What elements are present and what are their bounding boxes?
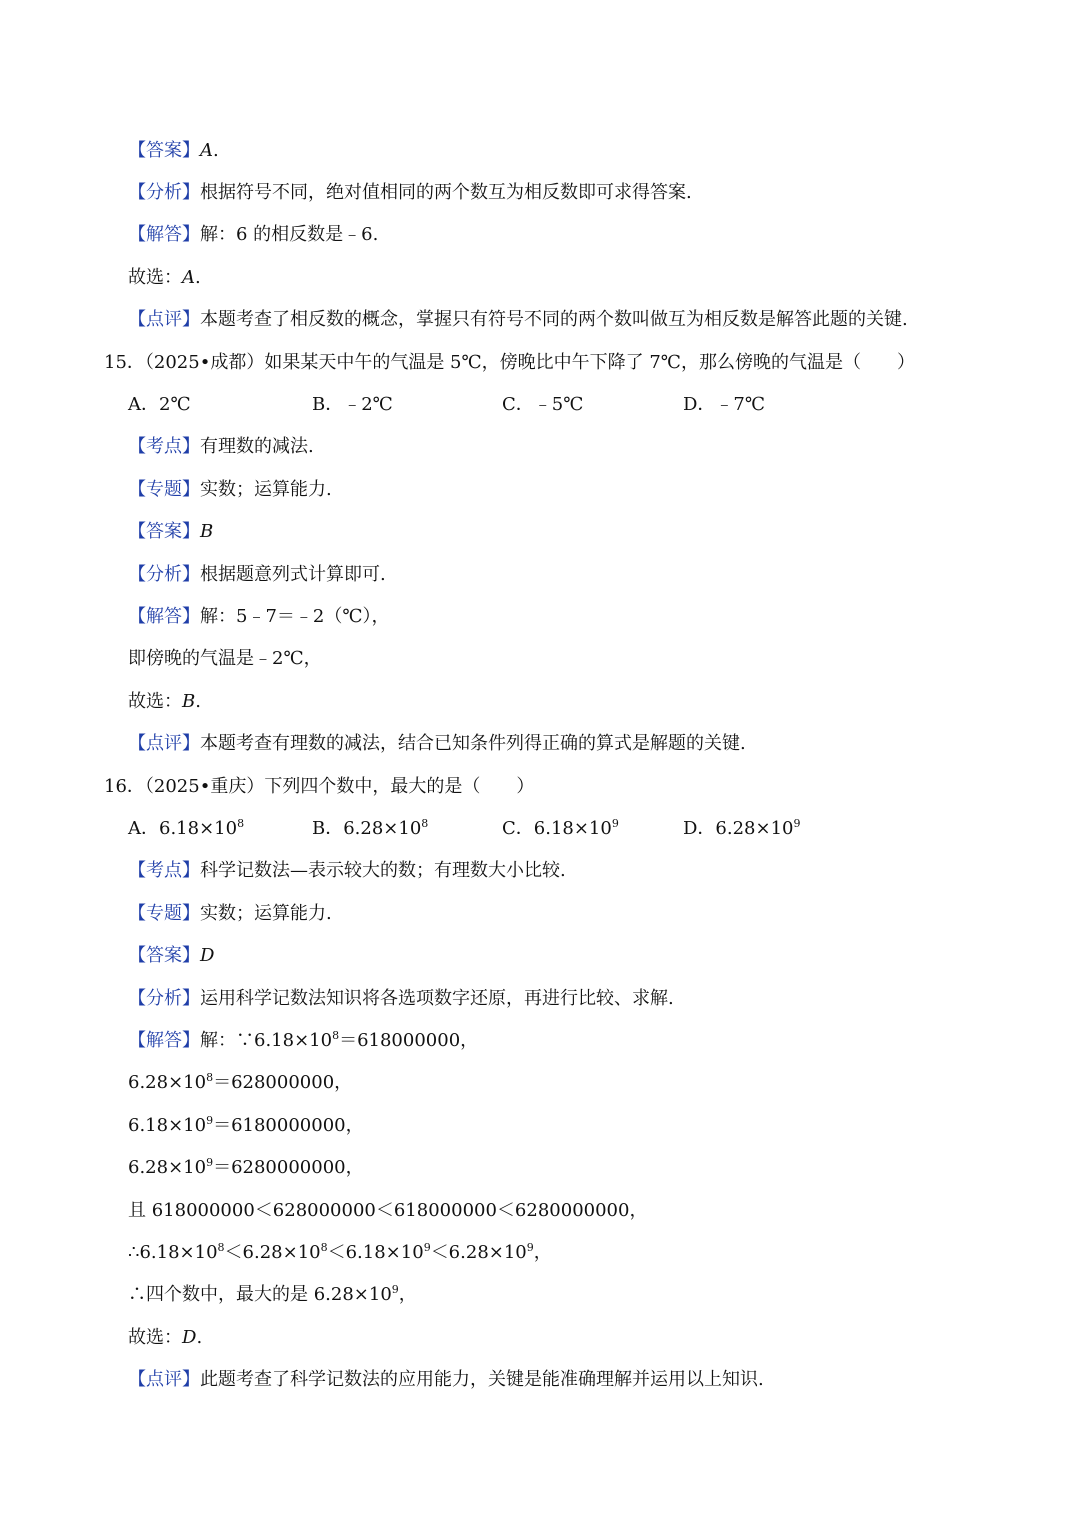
choice-line: 故选：B. — [128, 691, 201, 712]
section-tag: 【解答】 — [128, 606, 200, 627]
solution-step: $6.28\times 10^9=6280000000$， — [128, 1156, 364, 1178]
solution-step: $6.18\times 10^9=6180000000$， — [128, 1114, 364, 1136]
knowledge-point-line: 【考点】有理数的减法. — [128, 436, 314, 457]
answer-line: 【答案】B — [128, 521, 214, 542]
section-tag: 【解答】 — [128, 224, 200, 245]
analysis-line: 【分析】根据题意列式计算即可. — [128, 564, 386, 585]
solution-line: 【解答】解：$\because 6.18\times 10^8=618000000$， — [128, 1029, 479, 1051]
question-15-stem: 15．（2025•成都）如果某天中午的气温是 5℃，傍晚比中午下降了 7℃，那么傍晚的气温是（ ） — [104, 352, 915, 373]
choice-line: 故选：A. — [128, 267, 201, 288]
option-b: B．﹣2℃ — [312, 394, 393, 415]
section-tag: 【点评】 — [128, 309, 200, 330]
option-d: D．﹣7℃ — [683, 394, 766, 415]
option-a: A．2℃ — [128, 394, 191, 415]
question-16-stem: 16．（2025•重庆）下列四个数中，最大的是（ ） — [104, 776, 535, 797]
answer-line: 【答案】D — [128, 945, 215, 966]
section-tag: 【解答】 — [128, 1030, 200, 1051]
solution-line: 【解答】解：5﹣7＝﹣2（℃）， — [128, 606, 390, 627]
section-tag: 【答案】 — [128, 521, 200, 542]
option-c: C．$6.18\times 10^9$ — [502, 817, 619, 839]
option-d: D．$6.28\times 10^9$ — [683, 817, 801, 839]
section-tag: 【答案】 — [128, 945, 200, 966]
answer-line: 【答案】A. — [128, 140, 219, 161]
solution-step: $6.28\times 10^8=628000000$， — [128, 1071, 353, 1093]
comment-line: 【点评】本题考查有理数的减法，结合已知条件列得正确的算式是解题的关键. — [128, 733, 746, 754]
section-tag: 【点评】 — [128, 1369, 200, 1390]
section-tag: 【专题】 — [128, 479, 200, 500]
solution-line: 【解答】解：6 的相反数是﹣6. — [128, 224, 379, 245]
solution-step: 即傍晚的气温是﹣2℃， — [128, 648, 322, 669]
section-tag: 【考点】 — [128, 860, 200, 881]
option-a: A．$6.18\times 10^8$ — [128, 817, 245, 839]
option-c: C．﹣5℃ — [502, 394, 584, 415]
choice-line: 故选：D. — [128, 1327, 203, 1348]
comment-line: 【点评】此题考查了科学记数法的应用能力，关键是能准确理解并运用以上知识. — [128, 1369, 764, 1390]
comment-line: 【点评】本题考查了相反数的概念，掌握只有符号不同的两个数叫做互为相反数是解答此题的关键. — [128, 309, 908, 330]
analysis-line: 【分析】根据符号不同，绝对值相同的两个数互为相反数即可求得答案. — [128, 182, 692, 203]
section-tag: 【分析】 — [128, 182, 200, 203]
question-15-options — [128, 392, 888, 418]
solution-step: $\therefore 6.18\times 10^8<6.28\times 10^8<6.18\times 10^9<6.28\times 10^9$， — [128, 1241, 552, 1263]
topic-line: 【专题】实数；运算能力. — [128, 479, 332, 500]
section-tag: 【考点】 — [128, 436, 200, 457]
section-tag: 【分析】 — [128, 988, 200, 1009]
section-tag: 【分析】 — [128, 564, 200, 585]
question-16-options — [128, 816, 888, 842]
solution-step: 且 618000000＜628000000＜618000000＜6280000000， — [128, 1200, 648, 1221]
section-tag: 【答案】 — [128, 140, 200, 161]
option-b: B．$6.28\times 10^8$ — [312, 817, 429, 839]
analysis-line: 【分析】运用科学记数法知识将各选项数字还原，再进行比较、求解. — [128, 988, 674, 1009]
knowledge-point-line: 【考点】科学记数法—表示较大的数；有理数大小比较. — [128, 860, 566, 881]
topic-line: 【专题】实数；运算能力. — [128, 903, 332, 924]
section-tag: 【专题】 — [128, 903, 200, 924]
solution-step: ∴四个数中，最大的是 $6.28\times 10^9$， — [128, 1283, 417, 1305]
section-tag: 【点评】 — [128, 733, 200, 754]
